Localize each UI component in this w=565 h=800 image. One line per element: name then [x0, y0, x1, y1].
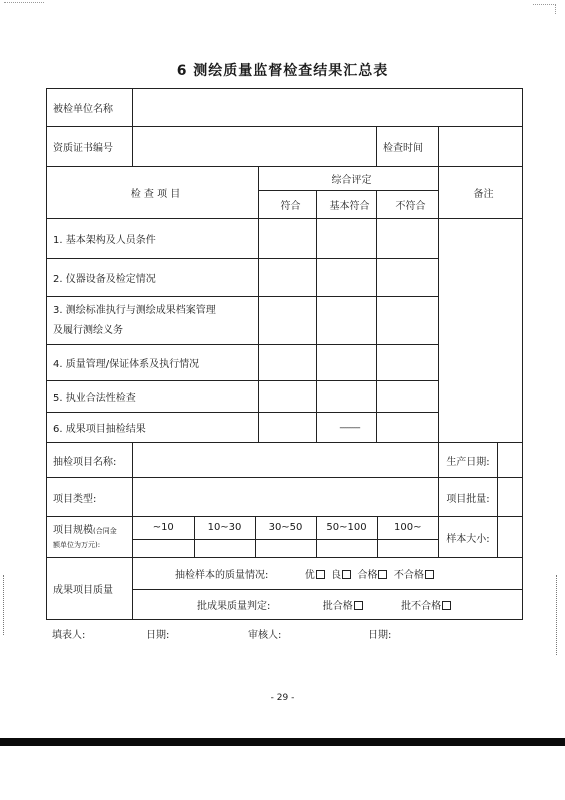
item-basic-cell [317, 345, 377, 381]
scale-label-text: 项目规模 [53, 525, 93, 536]
batch-option-label: 批合格 [322, 601, 353, 612]
item-nonconform-cell [377, 297, 439, 345]
scale-value-cell [194, 539, 255, 557]
item-conform-cell [259, 297, 317, 345]
item-label: 2. 仪器设备及检定情况 [47, 259, 259, 297]
item-label: 5. 执业合法性检查 [47, 381, 259, 413]
production-date-field [498, 443, 522, 477]
sample-size-label: 样本大小: [439, 517, 498, 557]
nonconform-header: 不符合 [377, 191, 439, 219]
grade-excellent[interactable] [305, 570, 325, 581]
batch-judgement-row [133, 590, 523, 620]
item-basic-cell [317, 297, 377, 345]
checkbox[interactable] [378, 570, 387, 579]
item-label-line: 及履行测绘义务 [53, 324, 123, 336]
project-type-field [133, 478, 439, 517]
item-label [47, 297, 259, 345]
batch-judgement-label: 批成果质量判定: [197, 601, 271, 612]
scan-mark [4, 2, 44, 9]
cert-no-label: 资质证书编号 [47, 127, 133, 167]
dash-mark: --------- [339, 423, 360, 433]
top-edge [0, 0, 565, 3]
item-label: 4. 质量管理/保证体系及执行情况 [47, 345, 259, 381]
check-items-header: 检 查 项 目 [47, 167, 259, 219]
inspected-unit-label: 被检单位名称 [47, 89, 133, 127]
item-nonconform-cell [377, 413, 439, 443]
item-basic-cell [317, 219, 377, 259]
item-basic-cell [317, 413, 377, 443]
cert-no-field [133, 127, 377, 167]
inspected-unit-field [133, 89, 523, 127]
project-scale-label [47, 517, 133, 558]
grade-good[interactable] [331, 570, 351, 581]
item-label: 6. 成果项目抽检结果 [47, 413, 259, 443]
project-batch-label: 项目批量: [439, 478, 498, 516]
item-conform-cell [259, 381, 317, 413]
item-conform-cell [259, 413, 317, 443]
date-label: 日期: [146, 630, 170, 641]
scale-range: 10~30 [194, 517, 255, 539]
reviewer-label: 审核人: [248, 630, 282, 641]
scan-mark [533, 4, 556, 14]
grade-label: 良 [331, 570, 342, 581]
batch-fail[interactable] [401, 601, 451, 612]
summary-table [46, 88, 523, 620]
item-basic-cell [317, 259, 377, 297]
project-name-field [133, 443, 439, 478]
basic-conform-header: 基本符合 [317, 191, 377, 219]
grade-label: 合格 [357, 570, 378, 581]
check-time-field [439, 127, 523, 167]
check-time-label: 检查时间 [377, 127, 439, 167]
scale-value-cell [377, 539, 438, 557]
item-nonconform-cell [377, 259, 439, 297]
scale-range: 50~100 [316, 517, 377, 539]
scale-range: 100~ [377, 517, 438, 539]
sample-quality-row [133, 558, 523, 590]
scale-grid [133, 517, 439, 558]
batch-option-label: 批不合格 [401, 601, 442, 612]
sample-quality-label: 抽检样本的质量情况: [175, 570, 269, 581]
date-label: 日期: [368, 630, 392, 641]
grade-fail[interactable] [394, 570, 434, 581]
checkbox[interactable] [442, 601, 451, 610]
scale-value-cell [316, 539, 377, 557]
bottom-border [0, 738, 565, 746]
batch-pass[interactable] [323, 601, 363, 612]
item-label-line: 3. 测绘标准执行与测绘成果档案管理 [53, 304, 216, 316]
scale-range: 30~50 [255, 517, 316, 539]
scan-mark [556, 575, 559, 655]
item-nonconform-cell [377, 219, 439, 259]
quality-label: 成果项目质量 [47, 558, 133, 620]
checkbox[interactable] [425, 570, 434, 579]
scale-note-line2: 额单位为万元): [53, 541, 101, 549]
project-batch-cell [439, 478, 523, 517]
scale-note: (合同金 [93, 527, 117, 535]
item-label: 1. 基本架构及人员条件 [47, 219, 259, 259]
page-number: - 29 - [270, 693, 295, 703]
scale-value-cell [255, 539, 316, 557]
item-nonconform-cell [377, 381, 439, 413]
item-conform-cell [259, 259, 317, 297]
production-date-text: 生产日期: [439, 443, 498, 477]
overall-eval-header: 综合评定 [259, 167, 439, 191]
page-title: 6 测绘质量监督检查结果汇总表 [176, 63, 389, 79]
project-name-label: 抽检项目名称: [47, 443, 133, 478]
remarks-header: 备注 [439, 167, 523, 219]
grade-label: 优 [304, 570, 315, 581]
filler-label: 填表人: [52, 630, 86, 641]
conform-header: 符合 [259, 191, 317, 219]
project-batch-field [498, 478, 522, 516]
checkbox[interactable] [342, 570, 351, 579]
item-conform-cell [259, 219, 317, 259]
item-basic-cell [317, 381, 377, 413]
production-date-label [439, 443, 523, 478]
grade-pass[interactable] [357, 570, 387, 581]
remarks-cell [439, 219, 523, 443]
item-nonconform-cell [377, 345, 439, 381]
grade-label: 不合格 [393, 570, 424, 581]
item-conform-cell [259, 345, 317, 381]
scan-mark [3, 575, 6, 635]
checkbox[interactable] [354, 601, 363, 610]
sample-size-field [498, 517, 522, 557]
scale-range: ~10 [133, 517, 194, 539]
sample-size-cell [439, 517, 523, 558]
scale-value-cell [133, 539, 194, 557]
project-type-label: 项目类型: [47, 478, 133, 517]
checkbox[interactable] [316, 570, 325, 579]
